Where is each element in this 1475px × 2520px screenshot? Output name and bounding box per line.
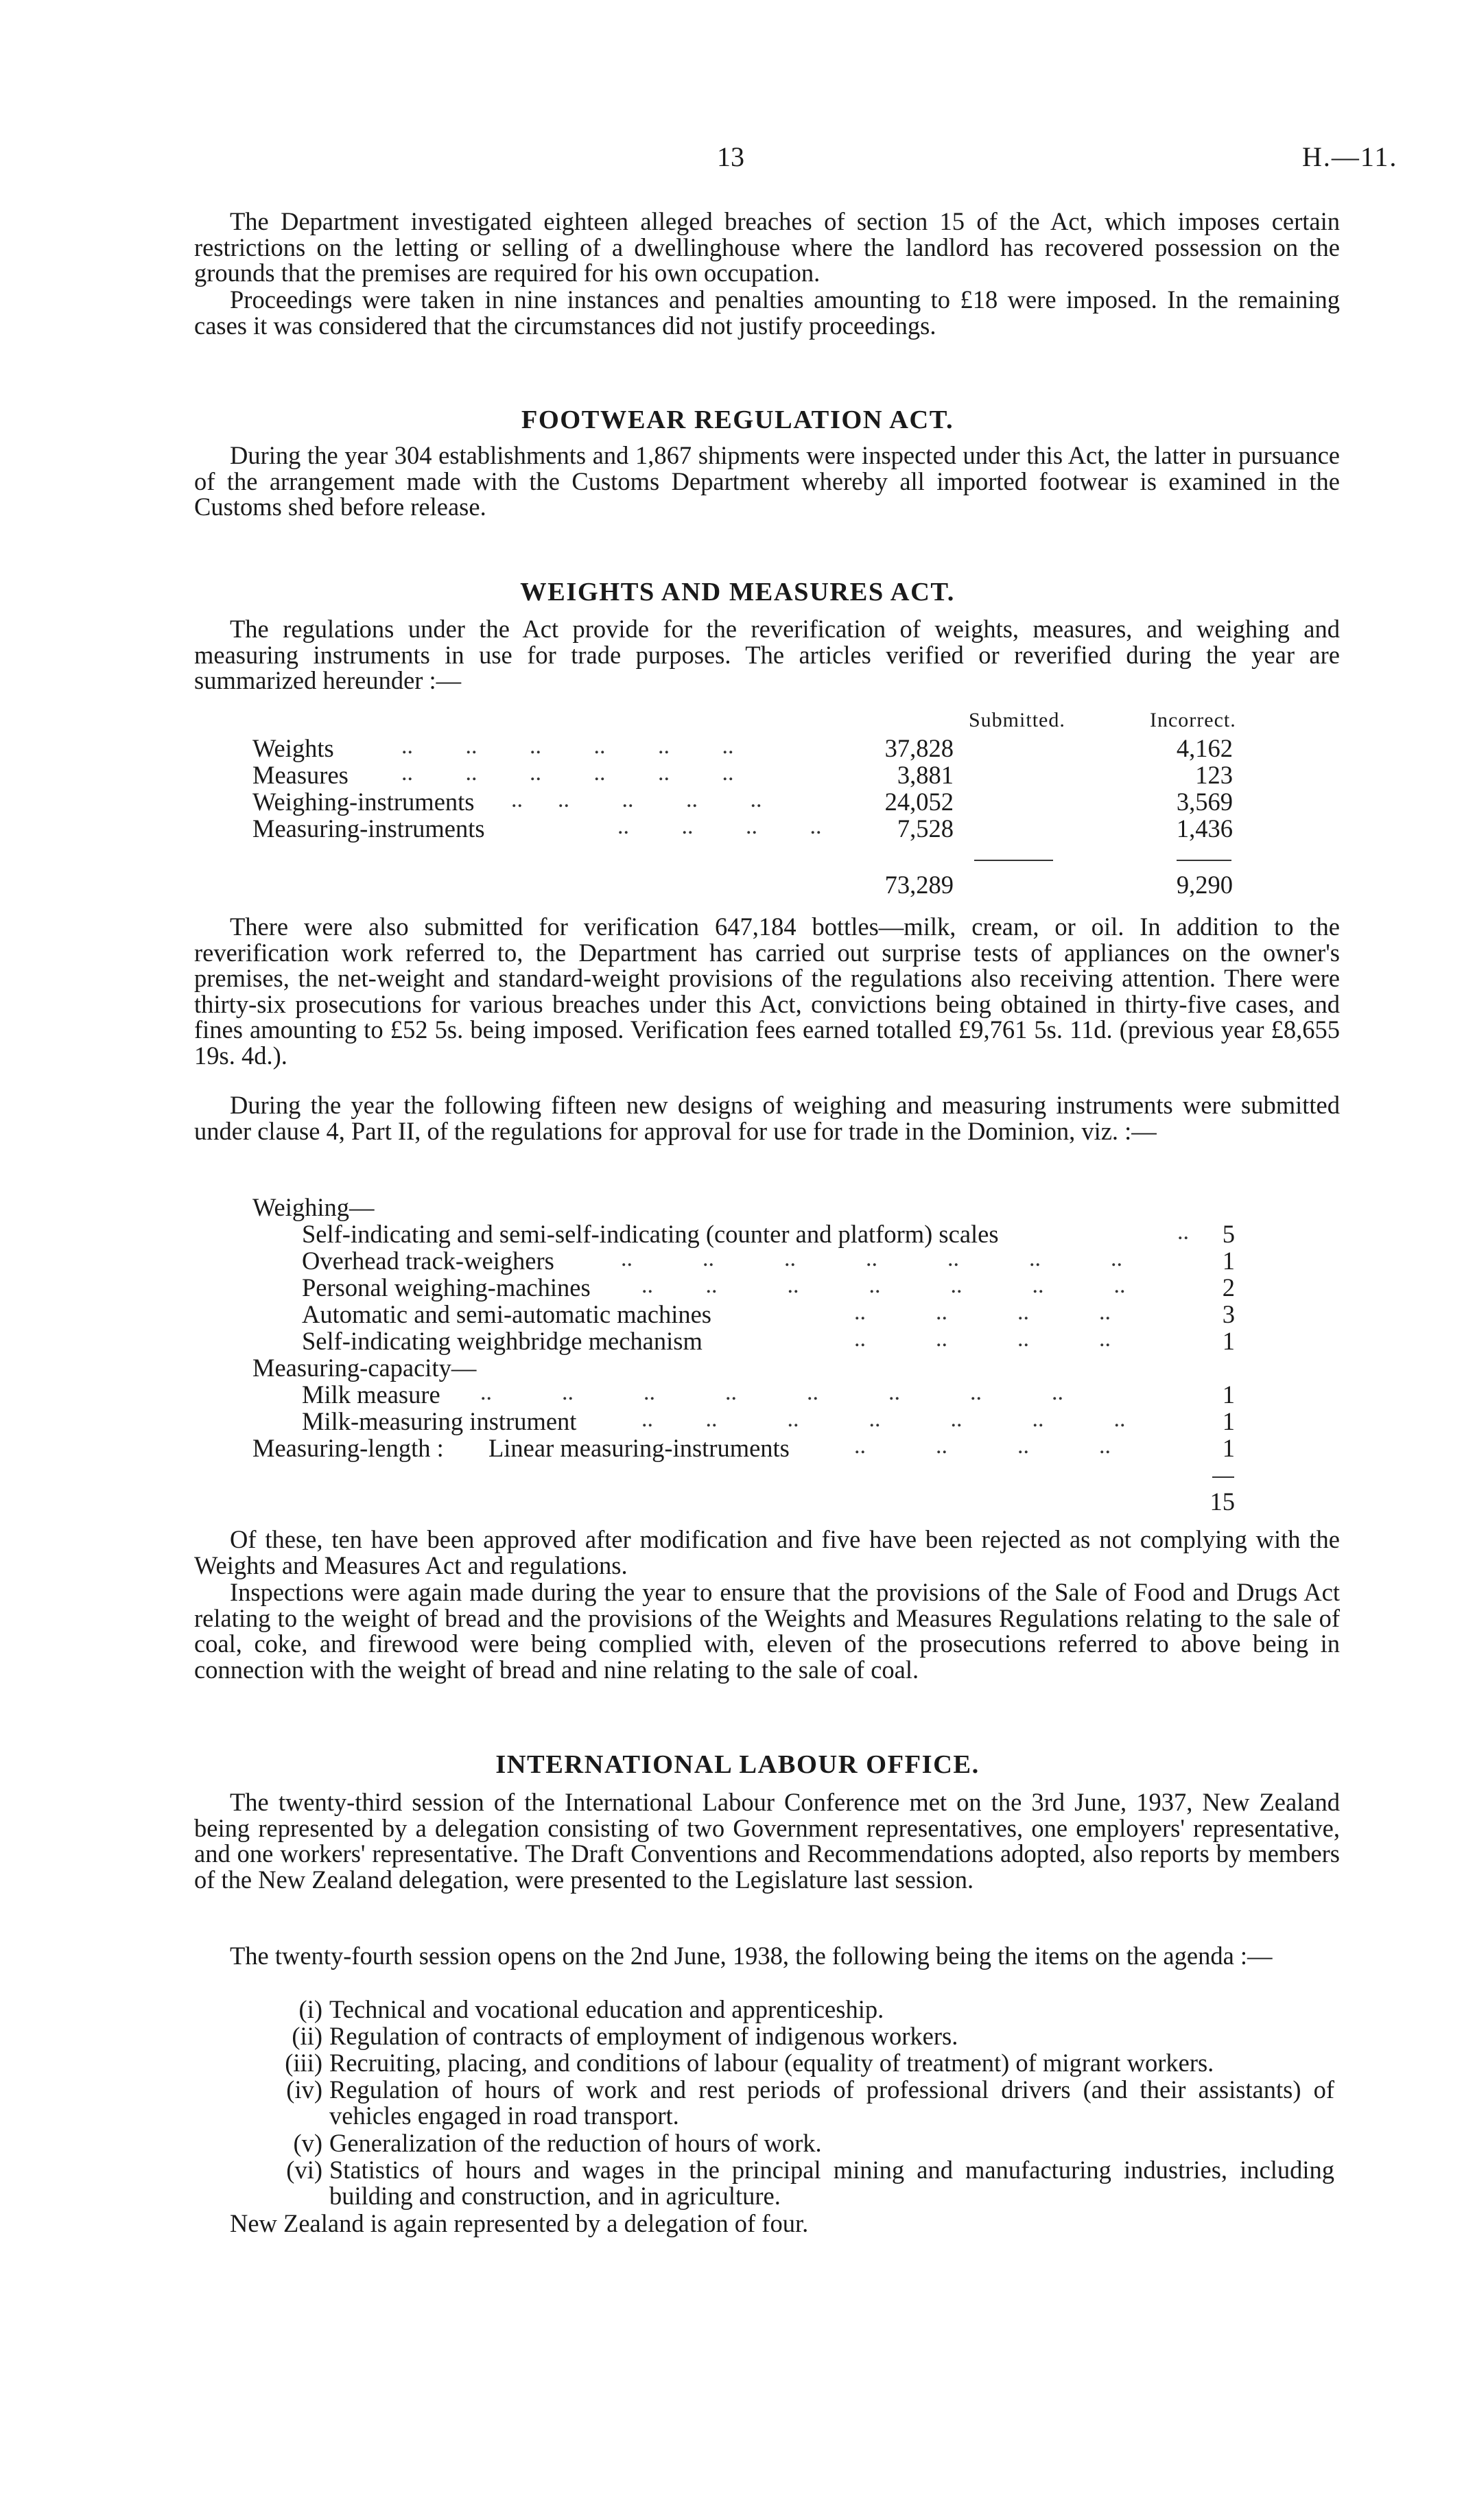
dot-leader: .. .. .. .. .. .. .. <box>641 1273 1126 1298</box>
list-item: Overhead track-weighers <box>302 1247 554 1275</box>
list-item: Linear measuring-instruments <box>488 1434 790 1462</box>
list-item-count: 2 <box>1222 1273 1235 1302</box>
list-item: Self-indicating and semi-self-indicating (counter and platform) scales <box>302 1220 999 1248</box>
dot-leader: .. .. .. .. .. .. <box>401 760 734 786</box>
list-heading: Measuring-capacity— <box>252 1354 477 1382</box>
footwear-heading: FOOTWEAR REGULATION ACT. <box>521 405 954 434</box>
table-cell-submitted: 24,052 <box>884 788 954 816</box>
agenda-item-text: Technical and vocational education and apprenticeship. <box>329 1995 884 2023</box>
agenda-item-number: (iv) <box>286 2075 322 2104</box>
list-item: Self-indicating weighbridge mechanism <box>302 1327 703 1355</box>
agenda-item-text: Generalization of the reduction of hours of work. <box>329 2129 822 2157</box>
col-header-submitted: Submitted. <box>969 709 1065 731</box>
list-item-count: 1 <box>1222 1407 1235 1435</box>
document-reference: H.—11. <box>1302 141 1398 172</box>
total-rule <box>974 860 1053 861</box>
table-row-label: Measures <box>252 761 349 789</box>
dot-leader: .. <box>1177 1219 1189 1245</box>
list-item-count: 1 <box>1222 1247 1235 1275</box>
ilo-heading: INTERNATIONAL LABOUR OFFICE. <box>495 1750 980 1779</box>
list-heading: Weighing— <box>252 1193 375 1221</box>
dot-leader: .. .. .. .. .. <box>511 787 762 812</box>
agenda-item-text: Recruiting, placing, and conditions of labour (equality of treatment) of migrant workers. <box>329 2049 1214 2077</box>
table-cell-incorrect: 4,162 <box>1176 734 1233 762</box>
total-rule <box>1177 860 1231 861</box>
weights-heading: WEIGHTS AND MEASURES ACT. <box>520 578 955 607</box>
list-item: Personal weighing-machines <box>302 1273 591 1302</box>
weights-paragraph-3: During the year the following fifteen new designs of weighing and measuring instruments were submitted under clause 4, Part II, of the regulations for approval for use for trade in the Dominion, viz. :— <box>194 1091 1340 1145</box>
section15-paragraph-2: Proceedings were taken in nine instances and penalties amounting to £18 were imposed. In the remaining cases it was considered that the circumstances did not justify proceedings. <box>194 285 1340 340</box>
table-cell-submitted: 7,528 <box>897 814 954 843</box>
agenda-item-number: (v) <box>293 2129 322 2157</box>
agenda-item-number: (i) <box>298 1995 322 2023</box>
dot-leader: .. .. .. .. <box>854 1326 1111 1352</box>
agenda-item-number: (vi) <box>286 2156 322 2184</box>
list-item-count: 3 <box>1222 1300 1235 1328</box>
total-rule <box>1212 1476 1234 1478</box>
list-item-count: 1 <box>1222 1434 1235 1462</box>
table-cell-submitted: 3,881 <box>897 761 954 789</box>
table-cell-incorrect: 1,436 <box>1176 814 1233 843</box>
agenda-item-text: Regulation of contracts of employment of indigenous workers. <box>329 2022 958 2050</box>
total-submitted: 73,289 <box>884 871 954 899</box>
weights-paragraph-5: Inspections were again made during the year to ensure that the provisions of the Sale of Food and Drugs Act relating to the weight of bread and the provisions of the Weights and Measures Regulations relating to the sale of coal, coke, and firewood were being complied with, eleven of the prosecutions referred to above being in connection with the weight of bread and nine relating to the sale of coal. <box>194 1578 1340 1684</box>
weights-intro: The regulations under the Act provide for the reverification of weights, measures, and weighing and measuring instruments in use for trade purposes. The articles verified or reverified during the year are summarized hereunder :— <box>194 615 1340 694</box>
weights-paragraph-4: Of these, ten have been approved after modification and five have been rejected as not complying with the Weights and Measures Act and regulations. <box>194 1525 1340 1579</box>
list-item-count: 1 <box>1222 1327 1235 1355</box>
list-item: Automatic and semi-automatic machines <box>302 1300 711 1328</box>
footwear-paragraph: During the year 304 establishments and 1,867 shipments were inspected under this Act, the latter in pursuance of the arrangement made with the Customs Department whereby all imported footwear is examined in the Customs shed before release. <box>194 441 1340 521</box>
agenda-item-number: (iii) <box>285 2049 322 2077</box>
col-header-incorrect: Incorrect. <box>1150 709 1236 731</box>
table-cell-incorrect: 123 <box>1195 761 1233 789</box>
list-heading: Measuring-length : <box>252 1434 444 1462</box>
dot-leader: .. .. .. .. .. .. .. .. <box>480 1380 1063 1405</box>
table-cell-submitted: 37,828 <box>884 734 954 762</box>
dot-leader: .. .. .. .. <box>854 1299 1111 1325</box>
section15-paragraph-1: The Department investigated eighteen alleged breaches of section 15 of the Act, which imposes certain restrictions on the letting or selling of a dwellinghouse where the landlord has recovered possession on the grounds that the premises are required for his own occupation. <box>194 207 1340 287</box>
list-item-count: 1 <box>1222 1380 1235 1409</box>
list-item: Milk-measuring instrument <box>302 1407 577 1435</box>
dot-leader: .. .. .. .. .. .. .. <box>641 1406 1126 1432</box>
list-item-count: 5 <box>1222 1220 1235 1248</box>
table-row-label: Weighing-instruments <box>252 788 475 816</box>
dot-leader: .. .. .. .. <box>617 814 822 839</box>
ilo-paragraph-3: New Zealand is again represented by a delegation of four. <box>230 2209 809 2237</box>
designs-total: 15 <box>1210 1487 1235 1516</box>
agenda-item-text: Regulation of hours of work and rest periods of professional drivers (and their assistants) of vehicles engaged in road transport. <box>329 2075 1334 2130</box>
table-row-label: Weights <box>252 734 334 762</box>
dot-leader: .. .. .. .. .. .. .. <box>621 1246 1122 1271</box>
ilo-paragraph-2: The twenty-fourth session opens on the 2nd June, 1938, the following being the items on the agenda :— <box>230 1942 1273 1970</box>
page-number: 13 <box>717 141 744 172</box>
table-row-label: Measuring-instruments <box>252 814 485 843</box>
total-incorrect: 9,290 <box>1176 871 1233 899</box>
dot-leader: .. .. .. .. .. .. <box>401 733 734 759</box>
agenda-item-text: Statistics of hours and wages in the principal mining and manufacturing industries, including building and construction, and in agriculture. <box>329 2156 1334 2210</box>
dot-leader: .. .. .. .. <box>854 1433 1111 1459</box>
agenda-item-number: (ii) <box>292 2022 322 2050</box>
weights-paragraph-2: There were also submitted for verification 647,184 bottles—milk, cream, or oil. In addition to the reverification work referred to, the Department has carried out surprise tests of appliances on the owner's premises, the net-weight and standard-weight provisions of the regulations also receiving attention. There were thirty-six prosecutions for various breaches under this Act, convictions being obtained in thirty-five cases, and fines amounting to £52 5s. being imposed. Verification fees earned totalled £9,761 5s. 11d. (previous year £8,655 19s. 4d.). <box>194 912 1340 1070</box>
table-cell-incorrect: 3,569 <box>1176 788 1233 816</box>
ilo-paragraph-1: The twenty-third session of the International Labour Conference met on the 3rd June, 1937, New Zealand being represented by a delegation consisting of two Government representatives, one employers' representative, and one workers' representative. The Draft Conventions and Recommendations adopted, also reports by members of the New Zealand delegation, were presented to the Legislature last session. <box>194 1788 1340 1894</box>
list-item: Milk measure <box>302 1380 440 1409</box>
